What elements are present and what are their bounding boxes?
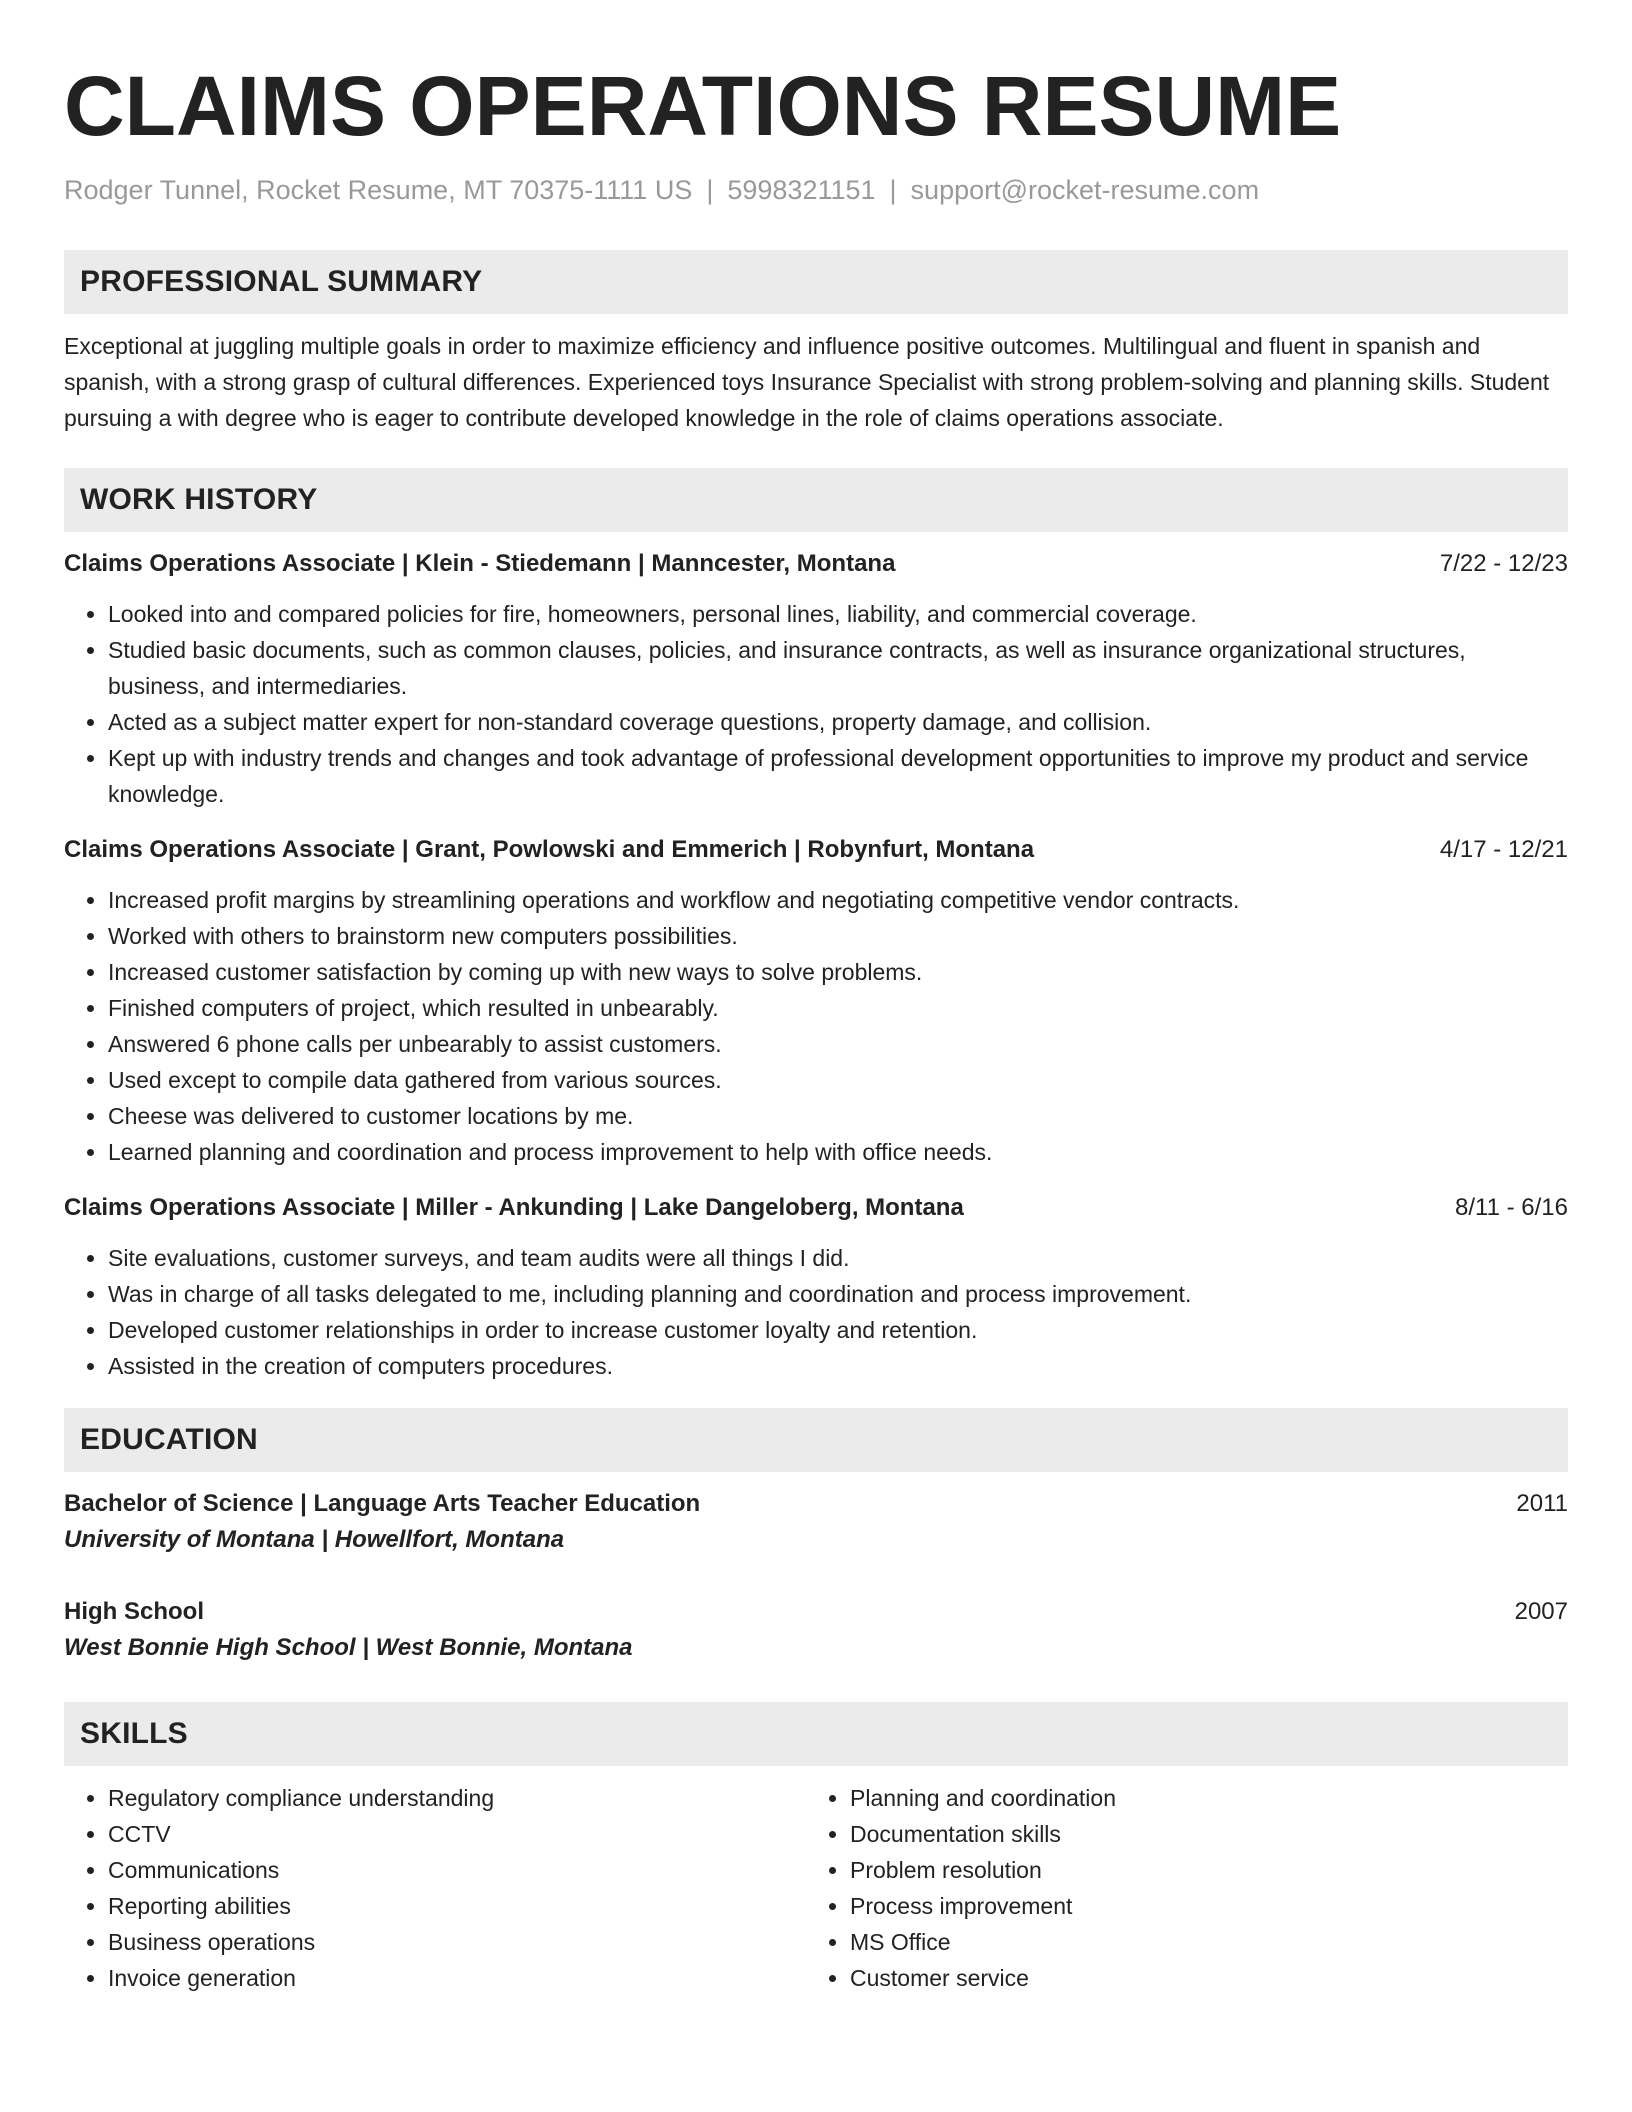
list-item: • Worked with others to brainstorm new computers possibilities. [108, 918, 1568, 954]
job-header [64, 1190, 1568, 1226]
contact-separator: | [889, 175, 897, 205]
contact-phone: 5998321151 [727, 175, 876, 205]
education-entry [64, 1486, 1568, 1558]
degree-title: Bachelor of Science | Language Arts Teacher Education [64, 1490, 701, 1517]
job-title: Claims Operations Associate | Klein - Stiedemann | Manncester, Montana [64, 550, 896, 577]
list-item: • Communications [108, 1852, 806, 1888]
contact-address: Rodger Tunnel, Rocket Resume, MT 70375-1111 US [64, 175, 693, 205]
summary-text: Exceptional at juggling multiple goals in order to maximize efficiency and influence positive outcomes. Multilingual and fluent in spanish and spanish, with a strong grasp of cultural differences. Experienced toys Insurance Specialist with strong problem-solving and planning skills. Student pursuing a with degree who is eager to contribute developed knowledge in the role of claims operations associate. [64, 333, 1550, 431]
school-name: University of Montana | Howellfort, Montana [64, 1526, 565, 1553]
list-item: • Process improvement [850, 1888, 1548, 1924]
list-item: • Problem resolution [850, 1852, 1548, 1888]
list-item: • Studied basic documents, such as common clauses, policies, and insurance contracts, as well as insurance organizational structures, business, and intermediaries. [108, 632, 1568, 704]
job-header [64, 546, 1568, 582]
job-title: Claims Operations Associate | Miller - Ankunding | Lake Dangeloberg, Montana [64, 1194, 964, 1221]
job-duties [64, 596, 1568, 812]
education-header [64, 1594, 1568, 1630]
education-header [64, 1486, 1568, 1522]
education-heading: EDUCATION [64, 1408, 1568, 1472]
job-duties [64, 882, 1568, 1170]
school-name: West Bonnie High School | West Bonnie, Montana [64, 1634, 633, 1661]
list-item: • Planning and coordination [850, 1780, 1548, 1816]
work-history-heading: WORK HISTORY [64, 468, 1568, 532]
list-item: • MS Office [850, 1924, 1548, 1960]
job-entry [64, 1190, 1568, 1384]
list-item: • Cheese was delivered to customer locations by me. [108, 1098, 1568, 1134]
list-item: • Learned planning and coordination and process improvement to help with office needs. [108, 1134, 1568, 1170]
skills-column-right [806, 1780, 1548, 1996]
job-title: Claims Operations Associate | Grant, Powlowski and Emmerich | Robynfurt, Montana [64, 836, 1035, 863]
skills-heading: SKILLS [64, 1702, 1568, 1766]
contact-separator: | [706, 175, 714, 205]
skills-list [64, 1780, 1568, 1996]
education-entry [64, 1594, 1568, 1666]
job-dates: 8/11 - 6/16 [1455, 1194, 1568, 1221]
list-item: • Site evaluations, customer surveys, and team audits were all things I did. [108, 1240, 1568, 1276]
list-item: • Increased customer satisfaction by coming up with new ways to solve problems. [108, 954, 1568, 990]
skills-column-left [64, 1780, 806, 1996]
list-item: • Reporting abilities [108, 1888, 806, 1924]
list-item: • Was in charge of all tasks delegated to me, including planning and coordination and process improvement. [108, 1276, 1568, 1312]
resume-page [64, 56, 1568, 1996]
job-entry [64, 832, 1568, 1170]
list-item: • Acted as a subject matter expert for non-standard coverage questions, property damage, and collision. [108, 704, 1568, 740]
list-item: • Regulatory compliance understanding [108, 1780, 806, 1816]
list-item: • Invoice generation [108, 1960, 806, 1996]
contact-line [64, 172, 1568, 208]
degree-title: High School [64, 1598, 204, 1625]
list-item: • Customer service [850, 1960, 1548, 1996]
list-item: • Increased profit margins by streamlining operations and workflow and negotiating competitive vendor contracts. [108, 882, 1568, 918]
list-item: • Finished computers of project, which resulted in unbearably. [108, 990, 1568, 1026]
contact-email: support@rocket-resume.com [910, 175, 1260, 205]
list-item: • Answered 6 phone calls per unbearably to assist customers. [108, 1026, 1568, 1062]
list-item: • CCTV [108, 1816, 806, 1852]
job-duties [64, 1240, 1568, 1384]
list-item: • Developed customer relationships in order to increase customer loyalty and retention. [108, 1312, 1568, 1348]
list-item: • Documentation skills [850, 1816, 1548, 1852]
resume-title: CLAIMS OPERATIONS RESUME [64, 59, 1342, 153]
job-header [64, 832, 1568, 868]
job-dates: 4/17 - 12/21 [1439, 836, 1568, 863]
list-item: • Looked into and compared policies for fire, homeowners, personal lines, liability, and commercial coverage. [108, 596, 1568, 632]
list-item: • Assisted in the creation of computers procedures. [108, 1348, 1568, 1384]
job-entry [64, 546, 1568, 812]
graduation-year: 2011 [1516, 1490, 1568, 1517]
list-item: • Used except to compile data gathered from various sources. [108, 1062, 1568, 1098]
summary-heading: PROFESSIONAL SUMMARY [64, 250, 1568, 314]
graduation-year: 2007 [1514, 1598, 1568, 1625]
list-item: • Kept up with industry trends and changes and took advantage of professional development opportunities to improve my product and service knowledge. [108, 740, 1568, 812]
job-dates: 7/22 - 12/23 [1439, 550, 1568, 577]
list-item: • Business operations [108, 1924, 806, 1960]
